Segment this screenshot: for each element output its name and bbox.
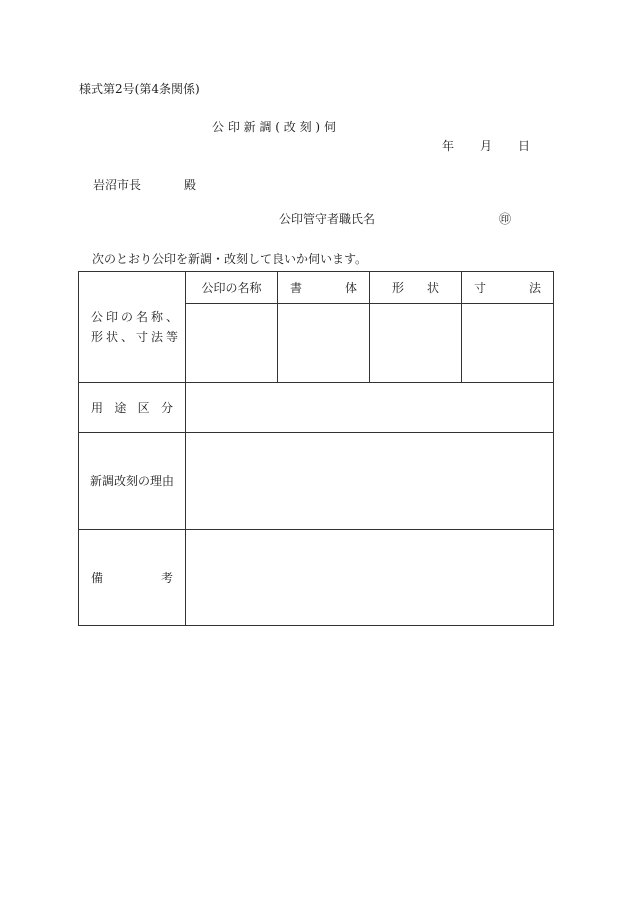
col-header-shape bbox=[370, 272, 462, 304]
typeface-char-1: 書 bbox=[290, 281, 303, 295]
usage-category-input-cell[interactable] bbox=[186, 383, 554, 433]
date-day: 日 bbox=[518, 139, 531, 153]
application-form-table bbox=[78, 271, 554, 626]
form-number: 様式第2号(第4条関係) bbox=[79, 82, 200, 96]
remarks-input-cell[interactable] bbox=[186, 530, 554, 626]
remarks-char-2: 考 bbox=[160, 571, 173, 585]
seal-details-label-line1: 公印の名称、 bbox=[91, 310, 182, 324]
dimensions-char-1: 寸 bbox=[474, 281, 487, 295]
renewal-reason-input-cell[interactable] bbox=[186, 433, 554, 530]
shape-input-cell[interactable] bbox=[370, 304, 462, 383]
usage-char-4: 分 bbox=[160, 401, 173, 415]
applicant-label: 公印管守者職氏名 bbox=[279, 212, 376, 226]
dimensions-char-2: 法 bbox=[528, 281, 541, 295]
honorific: 殿 bbox=[184, 178, 197, 192]
renewal-reason-text: 新調改刻の理由 bbox=[90, 474, 175, 488]
seal-mark: ㊞ bbox=[499, 212, 512, 226]
date-month: 月 bbox=[480, 139, 493, 153]
usage-char-2: 途 bbox=[114, 401, 127, 415]
addressee: 岩沼市長 bbox=[93, 178, 142, 192]
intro-text: 次のとおり公印を新調・改刻して良いか伺います。 bbox=[92, 252, 368, 266]
renewal-reason-label bbox=[79, 433, 186, 530]
remarks-label bbox=[79, 530, 186, 626]
typeface-input-cell[interactable] bbox=[278, 304, 370, 383]
typeface-char-2: 体 bbox=[344, 281, 357, 295]
col-header-seal-name bbox=[186, 272, 278, 304]
col-header-dimensions bbox=[462, 272, 554, 304]
usage-char-1: 用 bbox=[91, 401, 104, 415]
seal-details-label bbox=[79, 272, 186, 383]
shape-char-2: 状 bbox=[426, 281, 439, 295]
col-header-seal-name-text: 公印の名称 bbox=[201, 281, 262, 295]
seal-name-input-cell[interactable] bbox=[186, 304, 278, 383]
date-year: 年 bbox=[442, 139, 455, 153]
usage-category-label bbox=[79, 383, 186, 433]
date-line bbox=[442, 137, 530, 154]
seal-details-label-line2: 形状、寸法等 bbox=[91, 330, 182, 344]
dimensions-input-cell[interactable] bbox=[462, 304, 554, 383]
col-header-typeface bbox=[278, 272, 370, 304]
document-title: 公 印 新 調 ( 改 刻 ) 伺 bbox=[212, 120, 336, 134]
usage-char-3: 区 bbox=[137, 401, 150, 415]
remarks-char-1: 備 bbox=[91, 571, 104, 585]
shape-char-1: 形 bbox=[392, 281, 405, 295]
